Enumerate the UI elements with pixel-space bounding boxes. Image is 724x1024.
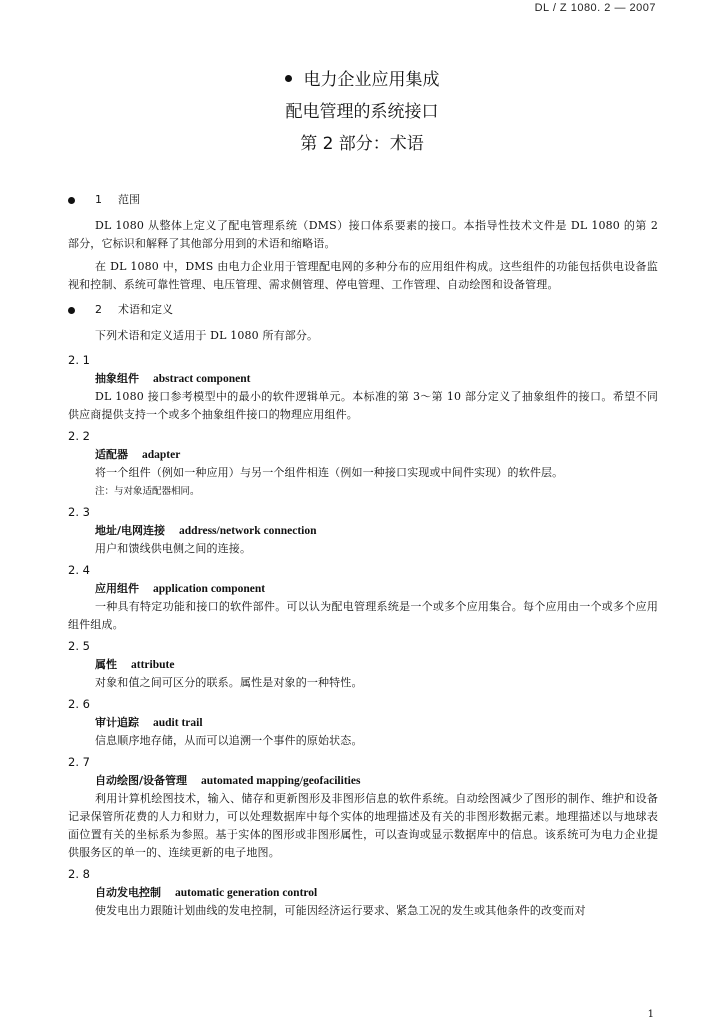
page-number: 1	[647, 1009, 654, 1020]
section-number: 1	[95, 193, 102, 206]
section-heading-terms	[68, 299, 658, 321]
term-en: address/network connection	[179, 525, 317, 537]
clause-number: 2. 4	[68, 563, 90, 577]
section-number: 2	[95, 303, 102, 316]
clause-number: 2. 2	[68, 429, 90, 443]
term-entry	[68, 426, 658, 500]
term-definition: DL 1080 接口参考模型中的最小的软件逻辑单元。本标准的第 3～第 10 部分定义了抽象组件的接口。希望不同供应商提供支持一个或多个抽象组件接口的物理应用组件。	[68, 390, 658, 421]
term-definition: 信息顺序地存储，从而可以追溯一个事件的原始状态。	[95, 734, 363, 747]
section-title: 范围	[118, 193, 140, 206]
term-entry	[68, 560, 658, 634]
term-heading	[68, 580, 658, 598]
bullet-icon	[68, 307, 75, 314]
document-body	[68, 189, 658, 922]
clause-number: 2. 6	[68, 697, 90, 711]
term-zh: 适配器	[95, 448, 128, 461]
term-zh: 应用组件	[95, 582, 139, 595]
term-en: automated mapping/geofacilities	[201, 775, 361, 787]
term-entry	[68, 694, 658, 750]
title-line-3: 第 2 部分：术语	[300, 134, 424, 154]
term-en: audit trail	[153, 717, 203, 729]
document-code: DL / Z 1080. 2 — 2007	[534, 2, 656, 14]
document-title	[0, 64, 724, 160]
term-heading	[68, 714, 658, 732]
term-entry	[68, 864, 658, 920]
term-en: application component	[153, 583, 266, 595]
term-definition: 利用计算机绘图技术，输入、储存和更新图形及非图形信息的软件系统。自动绘图减少了图形的制作、维护和设备记录保管所花费的人力和财力，可以处理数据库中每个实体的地理描述及有关的非图形数据元素。地理描述以与地球表面位置有关的坐标系为参照。基于实体的图形或非图形属性，可以查询或显示数据库中的信息。该系统可为电力企业提供服务区的单一的、连续更新的电子地图。	[68, 792, 658, 859]
term-zh: 审计追踪	[95, 716, 139, 729]
term-entry	[68, 636, 658, 692]
term-heading	[68, 522, 658, 540]
clause-number: 2. 3	[68, 505, 90, 519]
term-definition: 一种具有特定功能和接口的软件部件。可以认为配电管理系统是一个或多个应用集合。每个应用由一个或多个应用组件组成。	[68, 600, 658, 631]
term-heading	[68, 370, 658, 388]
term-entry	[68, 350, 658, 424]
section-title: 术语和定义	[118, 303, 173, 316]
clause-number: 2. 7	[68, 755, 90, 769]
term-zh: 地址/电网连接	[95, 524, 166, 537]
term-heading	[68, 772, 658, 790]
terms-intro: 下列术语和定义适用于 DL 1080 所有部分。	[95, 329, 319, 342]
bullet-icon	[68, 197, 75, 204]
clause-number: 2. 8	[68, 867, 90, 881]
title-line-1-text: 电力企业应用集成	[303, 70, 440, 90]
scope-paragraph-2: 在 DL 1080 中，DMS 由电力企业用于管理配电网的多种分布的应用组件构成。这些组件的功能包括供电设备监视和控制、系统可靠性管理、电压管理、需求侧管理、停电管理、工作管理、自动绘图和设备管理。	[68, 260, 658, 291]
scope-paragraph-1: DL 1080 从整体上定义了配电管理系统（DMS）接口体系要素的接口。本指导性技术文件是 DL 1080 的第 2 部分，它标识和解释了其他部分用到的术语和缩略语。	[68, 219, 658, 250]
term-definition: 用户和馈线供电侧之间的连接。	[95, 542, 252, 555]
term-en: automatic generation control	[175, 887, 318, 899]
term-entry	[68, 752, 658, 862]
term-en: adapter	[142, 449, 181, 461]
term-en: attribute	[131, 659, 175, 671]
term-zh: 抽象组件	[95, 372, 139, 385]
term-zh: 属性	[95, 658, 117, 671]
term-heading	[68, 656, 658, 674]
bullet-icon	[285, 75, 292, 82]
term-heading	[68, 884, 658, 902]
term-note: 注：与对象适配器相同。	[95, 486, 200, 497]
term-heading	[68, 446, 658, 464]
section-heading-scope	[68, 189, 658, 211]
title-line-1	[0, 64, 724, 96]
clause-number: 2. 5	[68, 639, 90, 653]
term-en: abstract component	[153, 373, 251, 385]
term-entry	[68, 502, 658, 558]
term-definition: 对象和值之间可区分的联系。属性是对象的一种特性。	[95, 676, 363, 689]
term-zh: 自动绘图/设备管理	[95, 774, 188, 787]
term-definition: 使发电出力跟随计划曲线的发电控制，可能因经济运行要求、紧急工况的发生或其他条件的改变而对	[95, 904, 586, 917]
term-zh: 自动发电控制	[95, 886, 161, 899]
clause-number: 2. 1	[68, 353, 90, 367]
title-line-2: 配电管理的系统接口	[285, 102, 439, 122]
term-definition: 将一个组件（例如一种应用）与另一个组件相连（例如一种接口实现或中间件实现）的软件层。	[95, 466, 564, 479]
